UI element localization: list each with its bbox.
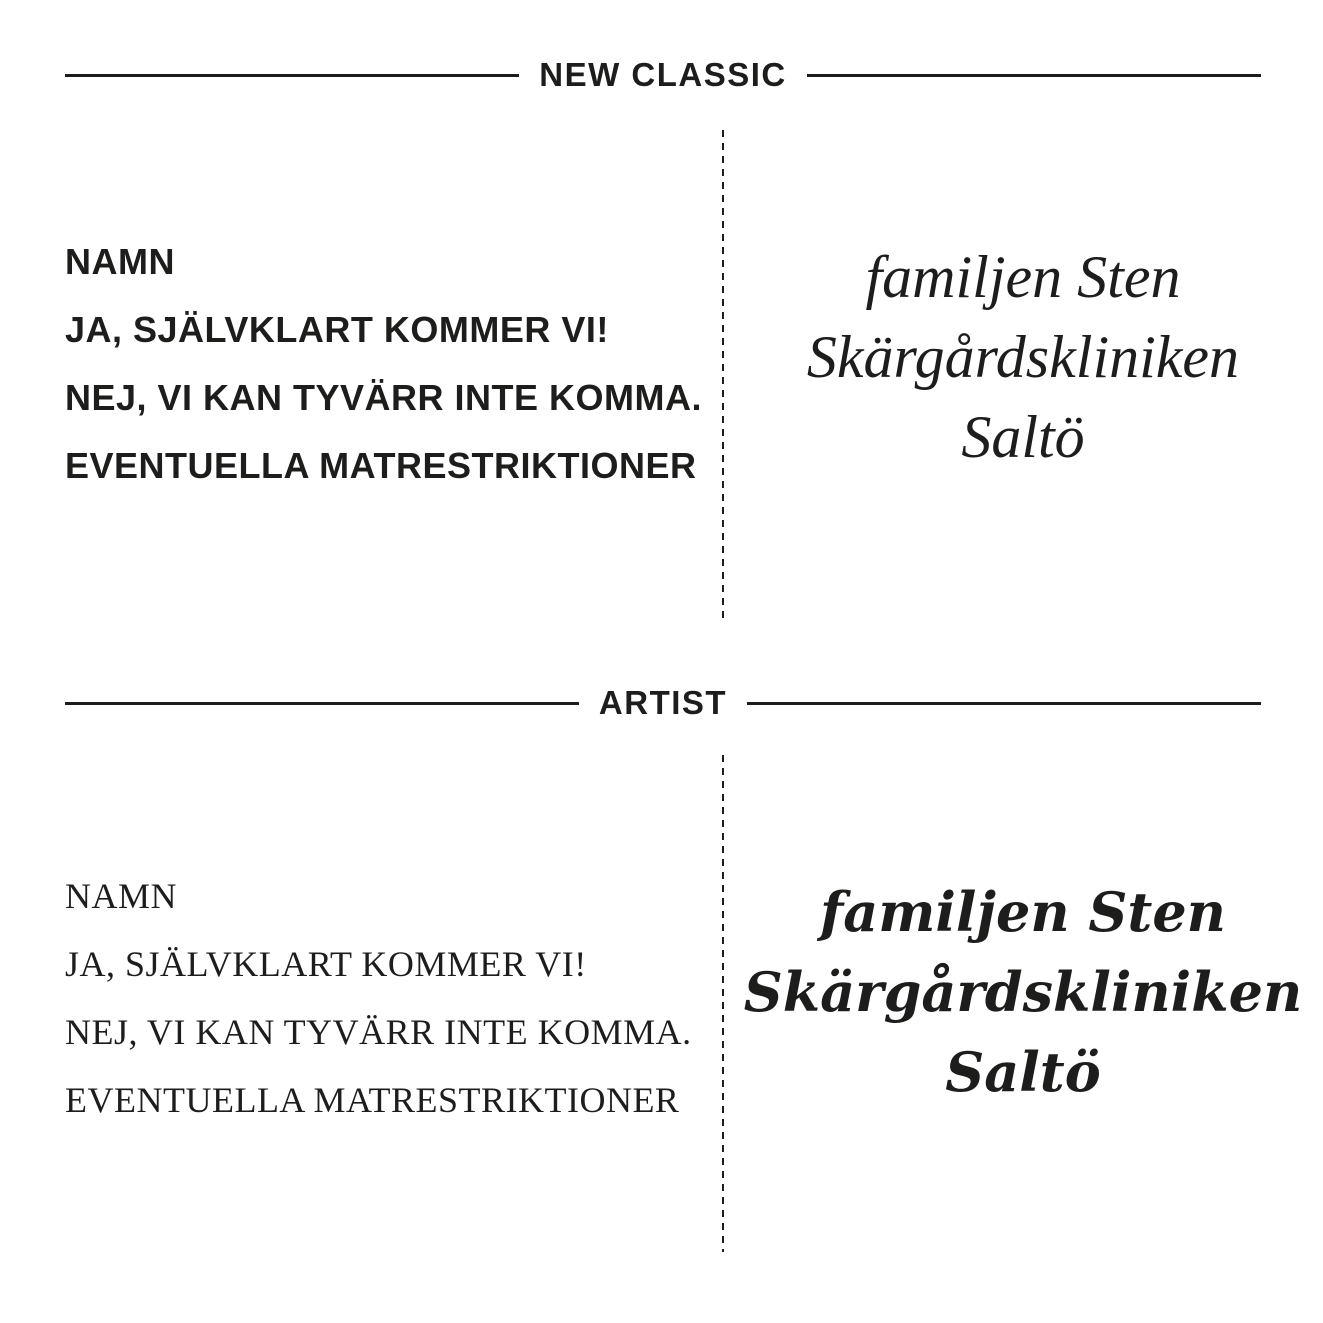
name-line: Saltö xyxy=(961,404,1085,470)
section-header-artist xyxy=(65,685,1261,721)
sample-line: JA, SJÄLVKLART KOMMER VI! xyxy=(65,944,587,984)
header-rule-left xyxy=(65,74,519,77)
header-rule-left xyxy=(65,702,579,705)
sample-line: EVENTUELLA MATRESTRIKTIONER xyxy=(65,445,697,486)
name-line: Saltö xyxy=(945,1040,1101,1104)
header-rule-right xyxy=(807,74,1261,77)
names-sample-new-classic xyxy=(723,237,1323,477)
rsvp-sample-artist xyxy=(65,862,705,1134)
names-sample-artist xyxy=(723,872,1323,1112)
name-line: Skärgårdskliniken xyxy=(743,960,1303,1024)
section-header-new-classic xyxy=(65,57,1261,93)
section-title-new-classic: NEW CLASSIC xyxy=(539,56,787,93)
section-title-artist: ARTIST xyxy=(598,684,728,721)
name-line: familjen Sten xyxy=(865,244,1181,310)
rsvp-sample-new-classic xyxy=(65,228,705,500)
sample-line: EVENTUELLA MATRESTRIKTIONER xyxy=(65,1080,680,1120)
sample-line: NAMN xyxy=(65,241,175,282)
sample-line: NEJ, VI KAN TYVÄRR INTE KOMMA. xyxy=(65,377,703,418)
sample-line: JA, SJÄLVKLART KOMMER VI! xyxy=(65,309,609,350)
name-line: Skärgårdskliniken xyxy=(806,324,1240,390)
sample-line: NEJ, VI KAN TYVÄRR INTE KOMMA. xyxy=(65,1012,692,1052)
header-rule-right xyxy=(747,702,1261,705)
sample-line: NAMN xyxy=(65,876,178,916)
name-line: familjen Sten xyxy=(820,880,1226,944)
